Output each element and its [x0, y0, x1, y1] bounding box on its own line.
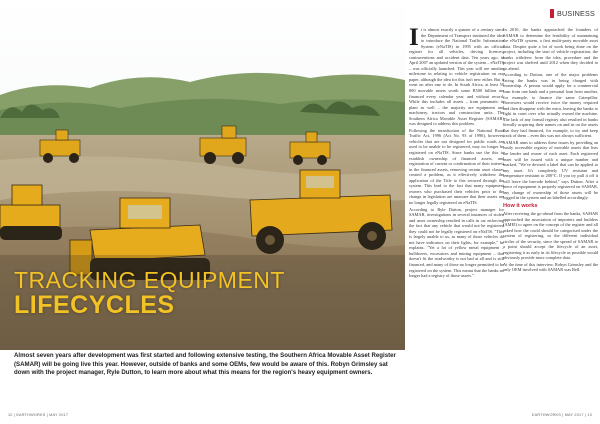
body-paragraph: At the time of this interview, Robyn Grimsley and the only OEM involved with SAMAR was Bell. — [503, 261, 598, 273]
headline-line-1: TRACKING EQUIPMENT — [14, 267, 285, 293]
section-square-icon — [550, 9, 554, 18]
body-paragraph: According to Ryle Dutton, project manager for SAMAR, investigations in several instances of stolen and asset ownership resulted in calls in car enforcing the fact that any vehicle that would not be registered they could not be legally registered on eNaTIS. "This is largely unable to us, as many of those vehicles do not have indicators on their lights, for example," he explains. "Yet a lot of yellow metal equipment – bulldozers, excavators and mining equipment – that doesn't fit the roadworthy is not bad at all and is still financed, and many of those no longer permitted to be registered on the system. This meant that the banks no longer had a registry of those assets." — [409, 206, 504, 279]
body-column-1 — [409, 24, 504, 412]
subheading: How it works — [503, 202, 538, 209]
folio-left: 12 | EARTHWORKS | MAY 2017 — [8, 413, 69, 417]
body-column-2 — [503, 27, 598, 412]
standfirst: Almost seven years after development was first started and following extensive testing, the Southern Africa Movable Asset Register (SAMAR) will be going live this year. However, outside of banks and some OEMs, few would be aware of this. Robyn Grimsley sat down with the project manager, Ryle Dutton, to learn more about what this means for the region's heavy equipment owners. — [14, 352, 396, 377]
headline-line-2: LIFECYCLES — [14, 291, 175, 319]
section-tag — [550, 8, 595, 19]
body-paragraph: t is almost exactly a quarter of a century since the Department of Transport instituted the idea to introduce the National Traffic Information System (eNaTIS) in 1995 with an official register for all vehicles, driving licences, contraventions and accident data. Ten years ago, in April 2007 an updated version of the system – eNaTIS – was officially launched. This year will see another milestone in relating to vehicle registration on our paper, although the idea for this isn't new either. But it went on after one to do. In South Africa, at least 50 000 movable assets worth some R500 billion are financed every calendar year, and without record. While this includes all assets – from pneumatic to plant as well – the majority are equipment and machinery, tractors and construction units. The Southern Africa Movable Asset Register (SAMAR) was designed to address this problem. — [409, 27, 504, 127]
headline — [14, 268, 394, 318]
body-paragraph: In 2010, the banks approached the founders of SAMAR to determine the feasibility of maintaining the eNaTIS system, a first multi-party movable asset data. Despite quite a lot of work being done on the project, including the start of vehicle registration, the banks withdrew from the idea, procedure and the project was shelved until 2012 when they decided to go ahead. — [503, 27, 598, 71]
dropcap: I — [409, 24, 419, 51]
body-paragraph: According to Dutton, one of the major problems facing the banks was in being charged with ownership. A person would apply for a commercial loan from one bank and a personal loan from another, for example, to finance the same Caterpillar. Borrowers would receive twice the money required and then disappear with the extra, leaving the banks to fight in court over who actually owned the machine. The lack of any formal registry also resulted in banks literally acquiring their names on and in on the assets that they had financed, for example, to try and keep track of them – even this was not always sufficient. — [503, 72, 598, 139]
body-paragraph: After receiving the go-ahead from the banks, SAMAR approached the association of importers and builders (AMEI) to agree on the concept of the register and all asked how the could should be categorised under the system of registering, so the different individual circles of the security, since the spread of SAMAR to a point should accept the lifecycle of an asset, registering it as early in its lifecycle as possible would obviously provide more complete data. — [503, 210, 598, 261]
body-paragraph: Following the introduction of the National Road Traffic Act, 1996 (Act No. 93 of 1996), however, vehicles that are not designed for public roads are used to be unable to be registered, may no longer be registered on eNaTIS. Since banks use the this to establish ownership of financed assets, and registration of current or confirmation of their interest in the financed assets, removing certain asset classes created a problem, as it effectively withdrew the application of the Title to this secured through the system. This lead to the fact that many equipment owners who purchased their vehicles prior to the change in legislation are unaware that their assets are no longer legally registered on eNaTIS. — [409, 127, 504, 205]
folio-right: EARTHWORKS | MAY 2017 | 13 — [531, 413, 592, 417]
body-paragraph: SAMAR aims to address these issues by providing an easily accessible registry of movable assets that lists the lender and owner of each asset. Each registered asset will be issued with a unique number and marked, "We've devised a label that can be applied to any asset. It's completely UV resistant and temperature resistant to 200°C. If you try pull it off it will leave the barcode behind," says Dutton. After a piece of equipment is properly registered on SAMAR, any change of ownership of those assets will be logged in the system and an labelled accordingly. — [503, 139, 598, 201]
section-label: BUSINESS — [557, 9, 595, 18]
